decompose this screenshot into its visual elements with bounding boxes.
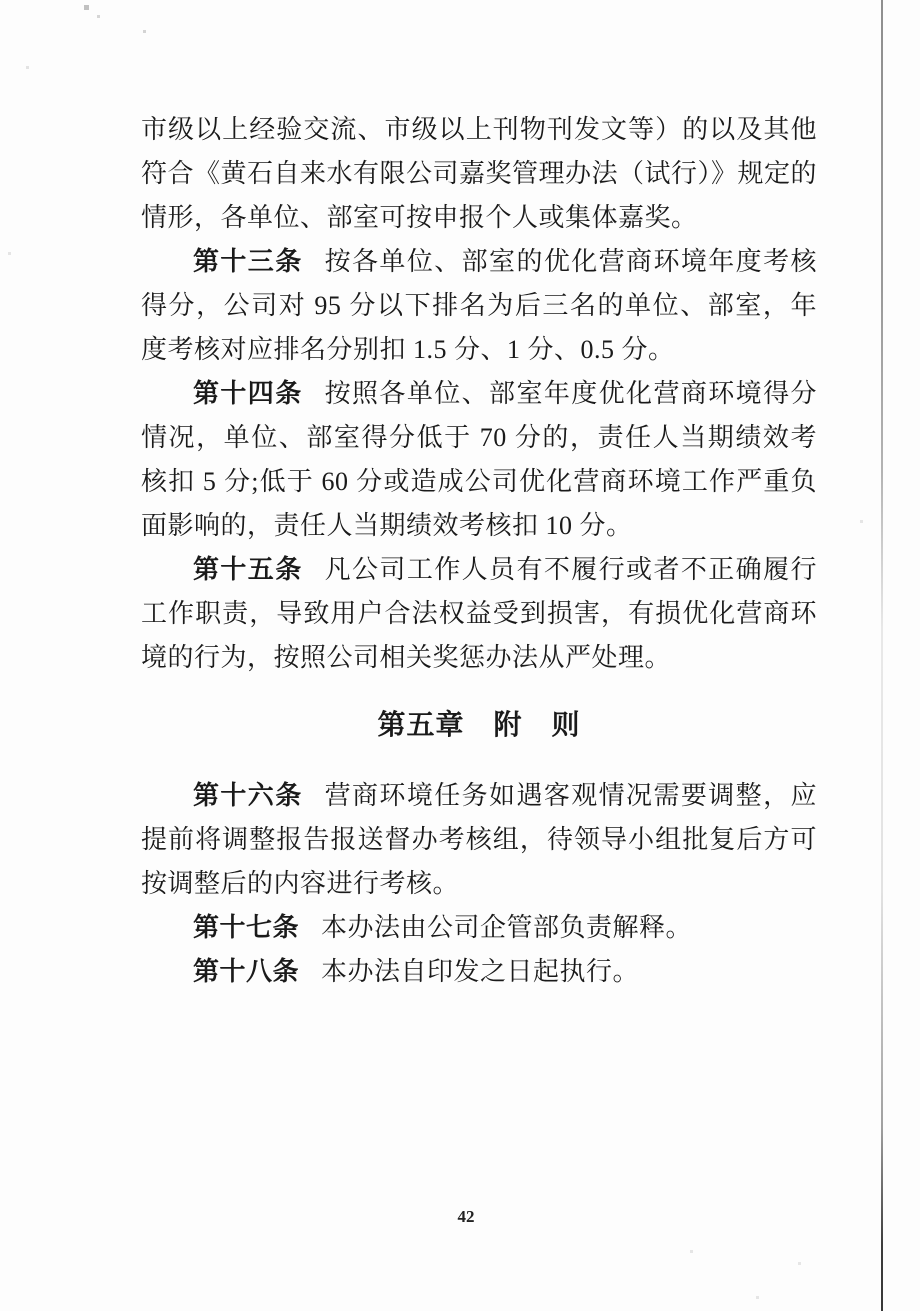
paragraph-continuation: 市级以上经验交流、市级以上刊物刊发文等）的以及其他符合《黄石自来水有限公司嘉奖管理办法（试行）》规定的情形，各单位、部室可按申报个人或集体嘉奖。 [141,115,818,232]
article-17-label: 第十七条 [193,913,300,942]
article-14 [141,372,817,548]
scan-noise-speckles [0,0,3,3]
document-body [141,108,817,994]
article-13-text: 按各单位、部室的优化营商环境年度考核得分，公司对 95 分以下排名为后三名的单位、部室，年度考核对应排名分别扣 1.5 分、1 分、0.5 分。 [141,247,817,364]
article-16-text: 营商环境任务如遇客观情况需要调整，应提前将调整报告报送督办考核组，待领导小组批复后方可按调整后的内容进行考核。 [141,781,817,898]
page-number: 42 [457,1207,475,1226]
article-16-label: 第十六条 [193,781,303,810]
article-15 [141,548,817,680]
chapter-heading: 第五章 附 则 [377,710,581,741]
article-17-text: 本办法由公司企管部负责解释。 [321,913,693,942]
scan-artifact-line [881,0,883,1311]
article-18 [141,950,817,994]
article-13 [141,240,817,372]
article-14-text: 按照各单位、部室年度优化营商环境得分情况，单位、部室得分低于 70 分的，责任人当期绩效考核扣 5 分;低于 60 分或造成公司优化营商环境工作严重负面影响的，责任人当期绩效考核扣 10 分。 [141,379,817,540]
article-17 [141,906,817,950]
article-15-label: 第十五条 [193,555,303,584]
article-15-text: 凡公司工作人员有不履行或者不正确履行工作职责，导致用户合法权益受到损害，有损优化营商环境的行为，按照公司相关奖惩办法从严处理。 [141,555,817,672]
article-18-label: 第十八条 [193,957,300,986]
article-14-label: 第十四条 [193,379,303,408]
article-18-text: 本办法自印发之日起执行。 [321,957,640,986]
article-13-label: 第十三条 [193,247,303,276]
article-16 [141,774,817,906]
